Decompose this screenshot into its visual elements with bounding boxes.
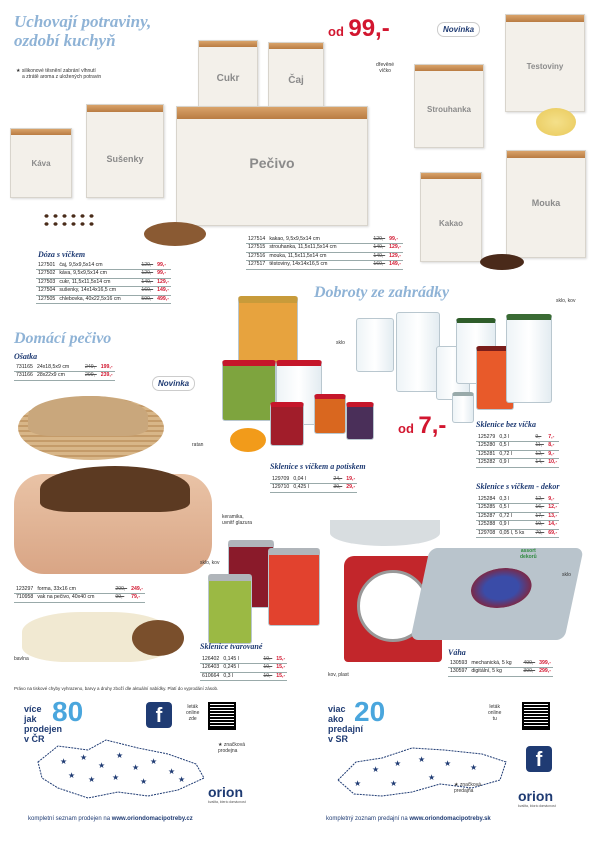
table-row: 125285 0,5 l 16,- 12,-: [478, 504, 558, 511]
svg-text:★: ★: [60, 757, 68, 766]
orange-image: [230, 428, 266, 452]
svg-text:★: ★: [394, 759, 402, 768]
table-row: 731165 24x18,5x9 cm 249,- 199,-: [16, 364, 113, 370]
table-row: 125282 0,9 l 14,- 10,-: [478, 459, 558, 466]
osatka-title: Ošatka: [14, 352, 38, 361]
cz-store-count: 80: [52, 696, 84, 727]
svg-text:★: ★: [116, 751, 124, 760]
table-row: 710958 vak na pečivo, 40x40 cm 99,- 79,-: [14, 594, 145, 602]
title-line-2: ozdobí kuchyň: [14, 31, 116, 50]
sk-link[interactable]: www.oriondomacipotreby.sk: [409, 816, 491, 822]
digital-scale-image: [410, 548, 584, 640]
star-icon: ★: [16, 68, 22, 74]
lid-note: dřevěné víčko: [376, 62, 395, 74]
qr-code-icon[interactable]: [522, 702, 550, 730]
heart-label-icon: Sušenky: [106, 154, 144, 164]
canister-kakao: [420, 172, 482, 262]
dekor-title: Sklenice s víčkem - dekor: [476, 482, 560, 491]
heart-label-icon: Káva: [31, 159, 51, 168]
table-row: 127501 čaj, 9,5x9,5x14 cm 129,- 99,-: [36, 262, 171, 270]
cz-count-text: více jak prodejen v ČR: [24, 704, 63, 744]
disclaimer: Právo na tiskové chyby vyhrazeno, barvy a druhy zboží dle aktuální nabídky. Platí do vyprodání zásob.: [14, 686, 219, 691]
czech-map-icon: [28, 734, 208, 804]
bread-image: [132, 620, 184, 656]
cocoa-image: [480, 254, 524, 270]
vaha-title: Váha: [448, 648, 466, 657]
slovakia-map-icon: [332, 740, 512, 802]
doza-title: Dóza s víčkem: [38, 250, 86, 259]
table-row: 126403 0,245 l 19,- 15,-: [202, 664, 286, 671]
bez-vicka-table: [476, 434, 559, 468]
jar-image: [208, 574, 252, 644]
canister-testoviny: [505, 14, 585, 112]
svg-text:★: ★: [80, 753, 88, 762]
cz-letak-online[interactable]: leták online zde: [186, 704, 200, 722]
sk-link-text: kompletný zoznam predajní na www.oriondomacipotreby.sk: [326, 816, 491, 822]
jar-image: [452, 392, 474, 423]
title-line-1: Uchovají potraviny,: [14, 12, 152, 31]
cz-znackova-prodejna: ★ značková prodejna: [218, 742, 245, 754]
sk-znackova-predajna: ★ značková predajňa: [454, 782, 481, 794]
jar-image: [356, 318, 394, 372]
facebook-icon[interactable]: f: [526, 746, 552, 772]
table-row: 129708 0,05 l, 5 ks 79,- 69,-: [478, 529, 558, 536]
table-row: 610664 0,3 l 19,- 15,-: [202, 672, 286, 679]
doza-table: [36, 262, 171, 304]
table-row: 125288 0,9 l 19,- 14,-: [478, 521, 558, 528]
svg-text:★: ★: [470, 763, 478, 772]
potisk-table: [270, 476, 357, 493]
page-title: [14, 12, 151, 50]
svg-text:★: ★: [354, 779, 362, 788]
bez-vicka-title: Sklenice bez víčka: [476, 420, 536, 429]
canister-strouhanka: [414, 64, 484, 148]
scale-bowl-image: [330, 520, 440, 546]
table-row: 130593 mechanická, 5 kg 499,- 399,-: [450, 660, 551, 666]
dekor-table: [476, 496, 559, 538]
jar-image: [346, 402, 374, 440]
table-row: 130597 digitální, 5 kg 399,- 299,-: [450, 668, 551, 675]
price-from-99: od 99,-: [328, 15, 390, 42]
table-row: 127504 sušenky, 14x14x16,5 cm 169,- 149,-: [38, 287, 169, 294]
novinka-badge: Novinka: [437, 22, 480, 37]
table-row: 125280 0,5 l 11,- 8,-: [476, 442, 559, 450]
tvarovane-title: Sklenice tvarované: [200, 642, 263, 651]
bavlna-label: bavlna: [14, 656, 29, 662]
svg-text:★: ★: [178, 775, 186, 784]
heart-label-icon: Cukr: [216, 73, 240, 84]
table-row: 126402 0,145 l 19,- 15,-: [202, 656, 286, 662]
svg-text:★: ★: [112, 773, 120, 782]
svg-text:★: ★: [428, 773, 436, 782]
jar-image: [238, 296, 298, 368]
svg-text:★: ★: [372, 765, 380, 774]
table-row: 127517 těstoviny, 14x14x16,5 cm 169,- 149,-: [248, 261, 401, 268]
heart-label-icon: Kakao: [438, 219, 463, 228]
table-row: 129709 0,04 l 24,- 19,-: [272, 476, 356, 482]
heart-label-icon: Testoviny: [526, 62, 564, 71]
svg-text:★: ★: [168, 767, 176, 776]
cz-link-text: kompletní seznam prodejen na www.oriondomacipotreby.cz: [28, 816, 193, 822]
forma-table: [14, 586, 145, 603]
cookies-image: [144, 222, 206, 246]
price-from-7: od 7,-: [398, 412, 447, 439]
table-row: 127515 strouhanka, 11,5x11,5x14 cm 149,- 129,-: [248, 244, 401, 251]
heart-label-icon: Strouhanka: [426, 105, 471, 114]
canister-susenky: [86, 104, 164, 198]
cz-link[interactable]: www.oriondomacipotreby.cz: [111, 816, 193, 822]
tvarovane-table: [200, 656, 287, 681]
heart-label-icon: Čaj: [288, 75, 304, 86]
svg-text:★: ★: [140, 777, 148, 786]
bread-image: [40, 466, 190, 512]
pecivo-title: Domácí pečivo: [14, 330, 112, 347]
novinka-badge: Novinka: [152, 376, 195, 391]
doza-table-2: [246, 236, 403, 270]
facebook-icon[interactable]: f: [146, 702, 172, 728]
canister-pecivo: [176, 106, 368, 226]
sk-count-text: viac ako predajní v SR: [328, 704, 364, 744]
jar-image: [270, 402, 304, 446]
table-row: 123297 forma, 33x16 cm 299,- 249,-: [16, 586, 143, 592]
table-row: 731166 28x22x9 cm 299,- 239,-: [16, 372, 113, 379]
table-row: 125281 0,72 l 12,- 9,-: [476, 450, 559, 458]
coffee-beans-image: [42, 212, 98, 228]
canister-kava: [10, 128, 72, 198]
svg-text:★: ★: [68, 771, 76, 780]
table-row: 125284 0,3 l 12,- 9,-: [476, 496, 559, 504]
table-row: 125287 0,72 l 17,- 13,-: [478, 512, 558, 519]
assort-badge: assort dekorů: [520, 548, 537, 560]
sk-stores-block: [322, 698, 578, 828]
sklo-label: sklo: [336, 340, 345, 346]
ratan-label: ratan: [192, 442, 204, 448]
vaha-table: [448, 660, 553, 677]
bread-image: [28, 396, 148, 436]
orion-logo: orion kvalita, která domácnost: [208, 784, 246, 804]
osatka-table: [14, 364, 115, 381]
canister-mouka: [506, 150, 586, 258]
cz-stores-block: [18, 698, 274, 828]
jar-image: [222, 360, 276, 421]
sklo-kov-label: sklo, kov: [556, 298, 576, 304]
orion-logo: orion kvalita, ktorá domácnost: [518, 788, 556, 808]
jar-image: [268, 548, 320, 626]
svg-text:★: ★: [390, 779, 398, 788]
star-icon: ★: [218, 742, 224, 748]
svg-text:★: ★: [132, 763, 140, 772]
kov-plast-label: kov, plast: [328, 672, 349, 678]
table-row: 127514 kakao, 9,5x9,5x14 cm 129,- 99,-: [246, 236, 403, 244]
table-row: 127503 cukr, 11,5x11,5x14 cm 149,- 129,-: [38, 278, 169, 285]
table-row: 127516 mouka, 11,5x11,5x14 cm 149,- 129,-: [248, 252, 401, 259]
sk-letak-online[interactable]: leták online tu: [488, 704, 502, 722]
table-row: 127502 káva, 9,5x9,5x14 cm 129,- 99,-: [36, 270, 171, 278]
sklo-kov-label: sklo, kov: [200, 560, 220, 566]
jar-image: [506, 314, 552, 403]
heart-label-icon: Pečivo: [249, 155, 295, 171]
table-row: 127505 chlebovka, 40x22,5x16 cm 599,- 499,-: [38, 295, 169, 302]
heart-label-icon: Mouka: [531, 198, 561, 208]
table-row: 125279 0,3 l 9,- 7,-: [476, 434, 559, 442]
dobroty-title: Dobroty ze zahrádky: [314, 284, 450, 301]
jar-image: [396, 312, 440, 392]
svg-text:★: ★: [150, 757, 158, 766]
potisk-title: Sklenice s víčkem a potiskem: [270, 462, 366, 471]
pasta-image: [536, 108, 576, 136]
table-row: 129710 0,425 l 39,- 29,-: [272, 484, 356, 491]
seal-note: ★ silikonové těsnění zabrání vlhnutí a ztrátě aroma z uložených potravin: [16, 68, 102, 80]
svg-text:★: ★: [444, 759, 452, 768]
qr-code-icon[interactable]: [208, 702, 236, 730]
svg-text:★: ★: [88, 775, 96, 784]
sklo-label: sklo: [562, 572, 571, 578]
svg-text:★: ★: [98, 761, 106, 770]
jar-image: [314, 394, 346, 434]
keramika-label: keramika, uvnitř glazura: [222, 514, 253, 526]
svg-text:★: ★: [418, 755, 426, 764]
star-icon: ★: [454, 782, 460, 788]
sk-store-count: 20: [354, 696, 386, 727]
